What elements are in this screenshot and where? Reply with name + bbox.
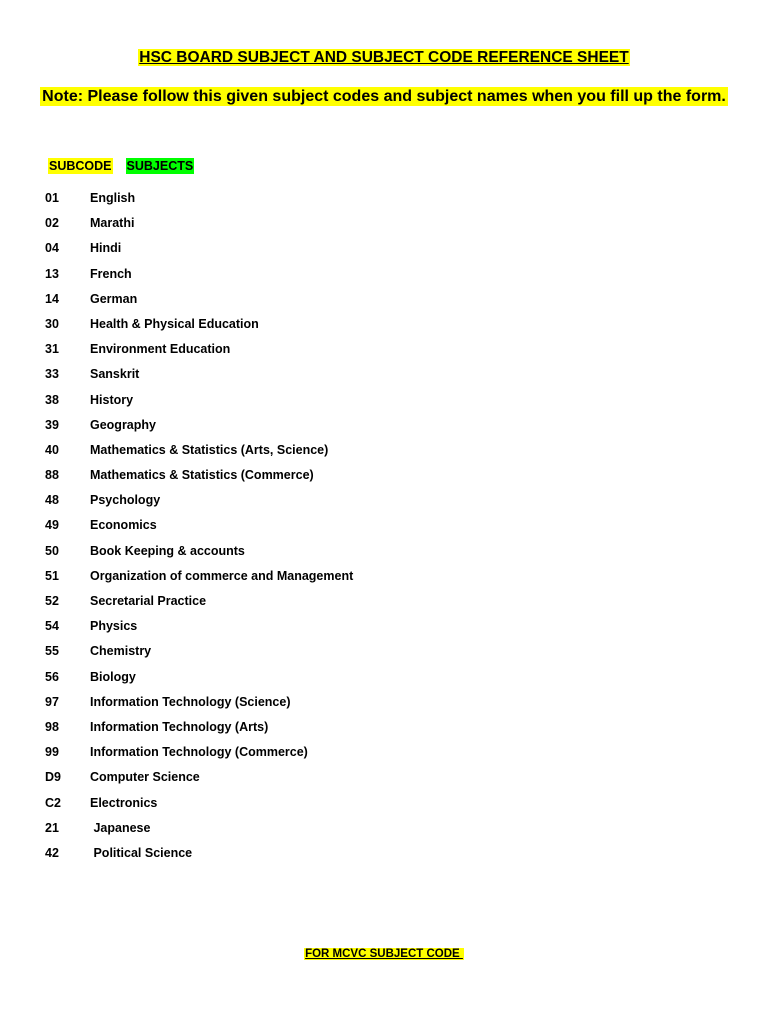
mcvc-subject-code-heading: FOR MCVC SUBJECT CODE xyxy=(305,948,463,960)
subject-name: Information Technology (Science) xyxy=(90,694,291,709)
subject-code: C2 xyxy=(45,795,61,810)
subject-name: English xyxy=(90,191,136,205)
subject-name: French xyxy=(90,266,132,281)
subject-code: 97 xyxy=(45,694,59,709)
subject-name: Japanese xyxy=(90,820,151,835)
subject-name: Mathematics & Statistics (Arts, Science) xyxy=(90,442,329,457)
subject-code: 14 xyxy=(45,291,59,306)
subject-name: German xyxy=(90,291,138,306)
subject-code: 04 xyxy=(45,241,59,256)
list-item xyxy=(45,442,353,467)
note-block xyxy=(0,86,768,108)
document-title: HSC BOARD SUBJECT AND SUBJECT CODE REFERENCE SHEET xyxy=(139,49,629,66)
list-item xyxy=(45,820,353,845)
document-title-block xyxy=(0,48,768,68)
subject-name: Environment Education xyxy=(90,342,231,357)
footer-block xyxy=(0,946,768,962)
list-item xyxy=(45,392,353,417)
subject-code: 49 xyxy=(45,518,59,533)
list-item xyxy=(45,316,353,341)
table-header xyxy=(48,158,194,175)
list-item xyxy=(45,215,353,240)
list-item xyxy=(45,492,353,517)
subject-code: 42 xyxy=(45,845,59,860)
list-item xyxy=(45,568,353,593)
subject-name: Marathi xyxy=(90,216,135,231)
subject-code: 50 xyxy=(45,543,59,558)
subject-code: 54 xyxy=(45,619,59,634)
list-item xyxy=(45,618,353,643)
form-instruction-note: Note: Please follow this given subject codes and subject names when you fill up the form. xyxy=(42,88,726,105)
subject-code: 30 xyxy=(45,316,59,331)
subject-code: 38 xyxy=(45,392,59,407)
subject-name: Sanskrit xyxy=(90,367,140,382)
list-item xyxy=(45,190,353,215)
list-item xyxy=(45,517,353,542)
subject-name: Electronics xyxy=(90,795,158,810)
subject-name: Organization of commerce and Management xyxy=(90,568,354,583)
subject-name: Biology xyxy=(90,669,136,684)
list-item xyxy=(45,643,353,668)
list-item xyxy=(45,266,353,291)
subject-name: Psychology xyxy=(90,493,161,508)
subject-code: D9 xyxy=(45,770,61,785)
subject-code: 88 xyxy=(45,468,59,483)
subject-code: 51 xyxy=(45,568,59,583)
list-item xyxy=(45,341,353,366)
list-item xyxy=(45,795,353,820)
subject-code: 98 xyxy=(45,719,59,734)
subject-code: 99 xyxy=(45,745,59,760)
subject-code: 31 xyxy=(45,342,59,357)
subject-name: Hindi xyxy=(90,241,122,256)
subject-code: 02 xyxy=(45,216,59,231)
subject-name: Information Technology (Commerce) xyxy=(90,745,308,760)
subject-name: Computer Science xyxy=(90,770,200,785)
subject-code: 56 xyxy=(45,669,59,684)
subject-name: Chemistry xyxy=(90,644,152,659)
subject-name: Political Science xyxy=(90,845,193,860)
subject-name: Book Keeping & accounts xyxy=(90,543,245,558)
subject-code: 13 xyxy=(45,266,59,281)
subject-code: 40 xyxy=(45,442,59,457)
subject-name: Information Technology (Arts) xyxy=(90,719,269,734)
list-item xyxy=(45,366,353,391)
list-item xyxy=(45,845,353,870)
subject-code: 48 xyxy=(45,493,59,508)
subject-code: 39 xyxy=(45,417,59,432)
subject-name: Geography xyxy=(90,417,156,432)
list-item xyxy=(45,467,353,492)
subject-code-list xyxy=(45,190,353,870)
subject-name: History xyxy=(90,392,134,407)
list-item xyxy=(45,769,353,794)
list-item xyxy=(45,593,353,618)
subject-code: 33 xyxy=(45,367,59,382)
list-item xyxy=(45,669,353,694)
subcode-header: SUBCODE xyxy=(49,159,112,173)
subjects-header: SUBJECTS xyxy=(126,159,194,173)
subject-code: 01 xyxy=(45,191,59,205)
list-item xyxy=(45,417,353,442)
subject-name: Mathematics & Statistics (Commerce) xyxy=(90,468,314,483)
subject-name: Economics xyxy=(90,518,157,533)
subject-name: Health & Physical Education xyxy=(90,316,259,331)
subject-name: Secretarial Practice xyxy=(90,594,207,608)
list-item xyxy=(45,744,353,769)
list-item xyxy=(45,291,353,316)
subject-name: Physics xyxy=(90,619,138,634)
list-item xyxy=(45,240,353,265)
list-item xyxy=(45,719,353,744)
subject-code: 52 xyxy=(45,594,59,608)
subject-code: 55 xyxy=(45,644,59,659)
subject-code: 21 xyxy=(45,820,59,835)
list-item xyxy=(45,543,353,568)
list-item xyxy=(45,694,353,719)
